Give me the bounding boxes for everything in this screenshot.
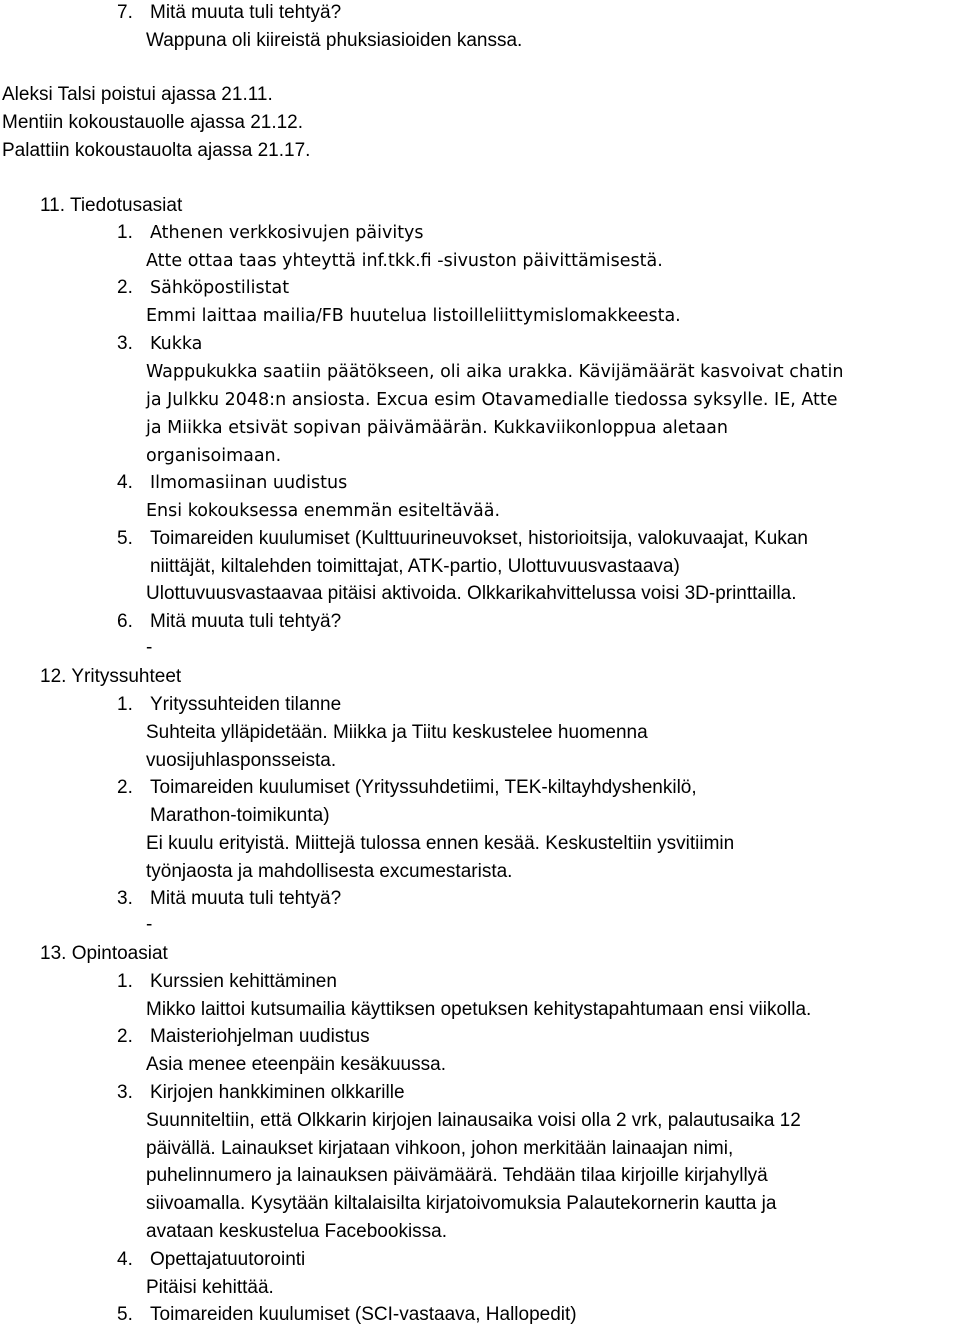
text-line: puhelinnumero ja lainauksen päivämäärä. Tehdään tilaa kirjoille kirjahyllyä <box>146 1165 768 1186</box>
text-line: Opettajatuutorointi <box>150 1249 306 1270</box>
text-line: 13. Opintoasiat <box>40 943 168 964</box>
text-line: Palattiin kokoustauolta ajassa 21.17. <box>2 140 311 161</box>
text-line: - <box>146 914 153 935</box>
text-line: 1. <box>117 971 133 992</box>
text-line: 2. <box>117 277 133 298</box>
text-line: 12. Yrityssuhteet <box>40 666 182 687</box>
text-line: Toimareiden kuulumiset (SCI-vastaava, Hallopedit) <box>150 1304 577 1325</box>
text-line: - <box>146 637 153 658</box>
text-line: 5. <box>117 528 133 549</box>
text-line: Suhteita ylläpidetään. Miikka ja Tiitu keskustelee huomenna <box>146 722 648 743</box>
text-line: niittäjät, kiltalehden toimittajat, ATK-partio, Ulottuvuusvastaava) <box>150 556 680 577</box>
text-line: avataan keskustelua Facebookissa. <box>146 1221 448 1242</box>
text-line: Maisteriohjelman uudistus <box>150 1026 370 1047</box>
text-line: Ensi kokouksessa enemmän esiteltävää. <box>146 501 501 521</box>
text-line: 2. <box>117 1026 133 1047</box>
text-line: ja Miikka etsivät sopivan päivämäärän. Kukkaviikonloppua aletaan <box>146 418 728 438</box>
text-line: Mitä muuta tuli tehtyä? <box>150 888 342 909</box>
text-line: 6. <box>117 611 133 632</box>
text-line: 2. <box>117 777 133 798</box>
text-line: Sähköpostilistat <box>150 278 290 298</box>
text-line: Wappukukka saatiin päätökseen, oli aika urakka. Kävijämäärät kasvoivat chatin <box>146 362 844 382</box>
text-line: 3. <box>117 333 133 354</box>
text-line: siivoamalla. Kysytään kiltalaisilta kirjatoivomuksia Palautekornerin kautta ja <box>146 1193 777 1214</box>
text-line: 1. <box>117 694 133 715</box>
text-line: päivällä. Lainaukset kirjataan vihkoon, johon merkitään lainaajan nimi, <box>146 1138 734 1159</box>
text-line: Mitä muuta tuli tehtyä? <box>150 2 342 23</box>
text-line: Atte ottaa taas yhteyttä inf.tkk.fi -sivuston päivittämisestä. <box>146 251 663 271</box>
text-line: Athenen verkkosivujen päivitys <box>150 223 424 243</box>
text-line: Marathon-toimikunta) <box>150 805 330 826</box>
text-line: 3. <box>117 1082 133 1103</box>
text-line: ja Julkku 2048:n ansiosta. Excua esim Otavamedialle tiedossa syksylle. IE, Atte <box>146 390 838 410</box>
text-line: Kurssien kehittäminen <box>150 971 337 992</box>
text-line: Ulottuvuusvastaavaa pitäisi aktivoida. Olkkarikahvittelussa voisi 3D-printtailla. <box>146 583 797 604</box>
text-line: 7. <box>117 2 133 23</box>
text-line: Yrityssuhteiden tilanne <box>150 694 342 715</box>
text-line: organisoimaan. <box>146 446 282 466</box>
text-line: Mikko laittoi kutsumailia käyttiksen opetuksen kehitystapahtumaan ensi viikolla. <box>146 999 812 1020</box>
text-line: työnjaosta ja mahdollisesta excumestarista. <box>146 861 513 882</box>
text-line: Suunniteltiin, että Olkkarin kirjojen lainausaika voisi olla 2 vrk, palautusaika 12 <box>146 1110 801 1131</box>
text-line: 1. <box>117 222 133 243</box>
text-line: Ilmomasiinan uudistus <box>150 473 348 493</box>
text-line: Pitäisi kehittää. <box>146 1277 274 1298</box>
text-line: Toimareiden kuulumiset (Kulttuurineuvokset, historioitsija, valokuvaajat, Kukan <box>150 528 808 549</box>
text-line: Mitä muuta tuli tehtyä? <box>150 611 342 632</box>
text-line: Wappuna oli kiireistä phuksiasioiden kanssa. <box>146 30 523 51</box>
text-line: Toimareiden kuulumiset (Yrityssuhdetiimi, TEK-kiltayhdyshenkilö, <box>150 777 697 798</box>
text-line: Mentiin kokoustauolle ajassa 21.12. <box>2 112 304 133</box>
text-line: Kukka <box>150 334 203 354</box>
text-line: 11. Tiedotusasiat <box>40 195 183 216</box>
text-line: Emmi laittaa mailia/FB huutelua listoilleliittymislomakkeesta. <box>146 306 681 326</box>
text-line: 4. <box>117 1249 133 1270</box>
text-line: vuosijuhlasponsseista. <box>146 750 337 771</box>
text-line: 3. <box>117 888 133 909</box>
text-line: Asia menee eteenpäin kesäkuussa. <box>146 1054 446 1075</box>
text-line: Ei kuulu erityistä. Miittejä tulossa ennen kesää. Keskusteltiin ysvitiimin <box>146 833 735 854</box>
text-line: 5. <box>117 1304 133 1325</box>
text-line: Aleksi Talsi poistui ajassa 21.11. <box>2 84 273 105</box>
text-line: 4. <box>117 472 133 493</box>
text-line: Kirjojen hankkiminen olkkarille <box>150 1082 405 1103</box>
